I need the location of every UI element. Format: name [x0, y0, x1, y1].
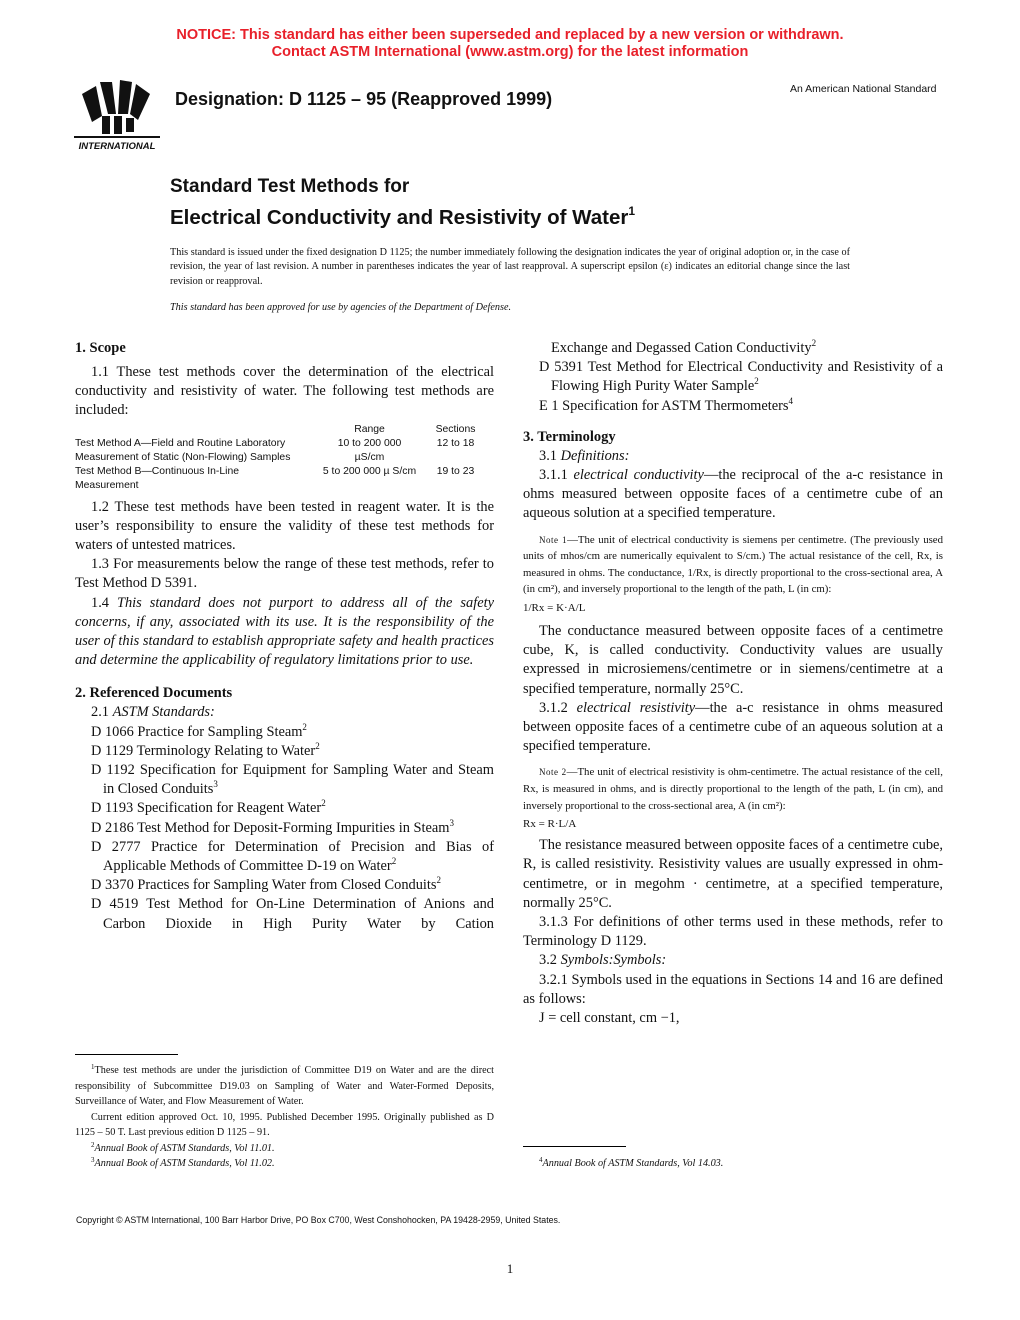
term-3-1-number: 3.1 — [539, 447, 557, 464]
title-line-2: Electrical Conductivity and Resistivity of Water — [170, 206, 629, 229]
table-cell-range: 10 to 200 000 µS/cm — [337, 437, 402, 464]
footnote-text: Annual Book of ASTM Standards, Vol 11.01. — [94, 1142, 275, 1154]
term-3-1-1 — [523, 466, 943, 524]
footnote-rule — [75, 1054, 178, 1055]
dod-approval: This standard has been approved for use by agencies of the Department of Defense. — [170, 302, 512, 313]
note-2-label: Note 2 — [539, 767, 567, 778]
table-header-cell — [75, 423, 322, 437]
table-header-row — [75, 423, 494, 437]
term-3-1-1-term: electrical conductivity — [573, 467, 704, 484]
test-methods-table — [75, 423, 494, 494]
footnote — [75, 1156, 494, 1172]
page-number: 1 — [506, 1261, 514, 1276]
equation-1: 1/Rx = K·A/L — [523, 602, 586, 614]
ref-sup: 2 — [321, 798, 326, 809]
scope-1-2: 1.2 These test methods have been tested in reagent water. It is the user’s responsibility to ensure the validity of these test methods for waters of untested matrices. — [75, 498, 494, 554]
term-3-2-1: 3.2.1 Symbols used in the equations in Sections 14 and 16 are defined as follows: — [523, 971, 943, 1007]
ref-sup: 2 — [391, 856, 397, 867]
table-row — [75, 465, 494, 493]
footnote-text: Annual Book of ASTM Standards, Vol 11.02. — [94, 1158, 275, 1169]
list-item — [75, 761, 494, 799]
ref-sup: 2 — [302, 721, 307, 732]
title-footnote-ref: 1 — [628, 204, 636, 218]
footnote — [75, 1063, 494, 1110]
table-cell-method: Test Method B—Continuous In-Line Measurement — [75, 466, 240, 492]
ref-text: D 5391 Test Method for Electrical Conductivity and Resistivity of a Flowing High Purity Water Sample — [539, 359, 943, 395]
table-header-cell: Range — [354, 423, 385, 435]
table-cell-method: Test Method A—Field and Routine Laboratory Measurement of Static (Non-Flowing) Samples — [75, 437, 291, 464]
ref-sup: 2 — [811, 338, 817, 348]
note-1-text: —The unit of electrical conductivity is siemens per centimetre. (The previously used units of mhos/cm are numerically equivalent to S/cm.) The actual resistance of the cell, Rx, is measured in ohms. The conductance, 1/Rx, is directly proportional to the cross-sectional area, A (in cm²), and inversely proportional to the length of the path, L (in cm): — [523, 533, 943, 596]
term-3-2-number: 3.2 — [539, 952, 557, 969]
term-3-1-title: Definitions: — [560, 447, 630, 464]
term-3-1-2-number: 3.1.2 — [539, 699, 568, 716]
conductivity-paragraph: The conductance measured between opposite faces of a centimetre cube, K, is called conductivity. Conductivity values are usually expressed in microsiemens/centimetre or in siemens/centimetre at a specified temperature, normally 25°C. — [523, 623, 943, 697]
scope-heading: 1. Scope — [75, 340, 126, 356]
list-item — [75, 895, 494, 933]
ref-text: D 1192 Specification for Equipment for Sampling Water and Steam in Closed Conduits — [91, 762, 494, 798]
astm-logo-icon — [72, 74, 162, 154]
list-item — [75, 742, 494, 761]
ref-text: D 1193 Specification for Reagent Water — [91, 800, 322, 817]
copyright: Copyright © ASTM International, 100 Barr Harbor Drive, PO Box C700, West Conshohocken, PA 19428-2959, United States. — [76, 1215, 561, 1225]
ref-text: E 1 Specification for ASTM Thermometers — [539, 397, 789, 414]
ref-text: D 1129 Terminology Relating to Water — [91, 742, 316, 759]
list-item — [523, 358, 943, 396]
scope-1-4 — [75, 594, 494, 671]
refdocs-heading: 2. Referenced Documents — [75, 685, 233, 702]
term-3-1-2-term: electrical resistivity — [576, 699, 696, 716]
footnote — [523, 1156, 943, 1172]
term-3-2-title: Symbols:Symbols: — [560, 952, 667, 969]
equation-2: Rx = R·L/A — [523, 818, 577, 831]
left-column — [75, 339, 494, 934]
term-3-1-2 — [523, 699, 943, 757]
table-cell-range: 5 to 200 000 µ S/cm — [322, 466, 417, 478]
footnote-sup: 4 — [539, 1156, 543, 1164]
title-line-1: Standard Test Methods for — [170, 176, 410, 197]
term-3-1-1-number: 3.1.1 — [539, 467, 568, 484]
refdocs-2-1 — [75, 703, 494, 722]
terminology-heading: 3. Terminology — [523, 428, 616, 445]
list-item — [523, 397, 943, 416]
footnotes-left — [75, 1063, 494, 1172]
ref-text: D 2186 Test Method for Deposit-Forming Impurities in Steam — [91, 819, 450, 836]
ref-sup: 2 — [754, 376, 759, 387]
footnote-text: Annual Book of ASTM Standards, Vol 14.03. — [542, 1158, 724, 1169]
scope-1-4-text: This standard does not purport to address all of the safety concerns, if any, associated with its use. It is the responsibility of the user of this standard to establish appropriate safety and health practices and determine the applicability of regulatory limitations prior to use. — [75, 594, 494, 669]
term-3-1-2-text: —the a-c resistance in ohms measured between opposite faces of a centimetre cube of an aqueous solution at a specified temperature. — [523, 699, 943, 755]
note-2-text: —The unit of electrical resistivity is ohm-centimetre. The actual resistance of the cell, Rx, is measured in ohms, and is directly proportional to the length of the path, L (in cm), and inversely proportional to the cross-sectional area, A (in cm²): — [523, 766, 943, 812]
ref-sup: 3 — [449, 817, 454, 828]
ref-text: D 4519 Test Method for On-Line Determination of Anions and Carbon Dioxide in High Purity Water by Cation — [91, 896, 494, 932]
term-3-1 — [523, 447, 943, 466]
table-cell-sections: 12 to 18 — [436, 437, 475, 449]
footnote-sup: 2 — [91, 1140, 95, 1149]
symbol-j: J = cell constant, cm −1, — [539, 1010, 680, 1027]
withdrawal-notice — [0, 27, 1020, 61]
footnote-rule — [523, 1146, 626, 1147]
footnote — [75, 1110, 494, 1141]
resistivity-paragraph: The resistance measured between opposite faces of a centimetre cube, R, is called resistivity. Resistivity values are usually expressed in ohm-centimetre, or in megohm · centimetre, at a specified temperature, normally 25°C. — [523, 837, 943, 911]
note-1 — [523, 532, 943, 598]
ref-text: D 2777 Practice for Determination of Precision and Bias of Applicable Methods of Committee D-19 on Water — [91, 838, 494, 875]
footnote — [75, 1141, 494, 1157]
ref-sup: 4 — [788, 395, 794, 406]
term-3-2 — [523, 951, 943, 970]
ref-text: D 3370 Practices for Sampling Water from Closed Conduits — [91, 877, 437, 894]
intro-paragraph: This standard is issued under the fixed designation D 1125; the number immediately following the designation indicates the year of original adoption or, in the case of revision, the year of last revision. A number in parentheses indicates the year of last reapproval. A superscript epsilon (ε) indicates an editorial change since the last revision or reapproval. — [170, 247, 850, 287]
logo-text: INTERNATIONAL — [78, 141, 156, 152]
refdocs-continuation — [523, 339, 943, 358]
footnote-sup: 1 — [91, 1063, 95, 1071]
scope-1-1: 1.1 These test methods cover the determination of the electrical conductivity and resistivity of water. The following test methods are included: — [75, 364, 494, 419]
scope-1-4-number: 1.4 — [91, 594, 109, 611]
footnote-text: These test methods are under the jurisdiction of Committee D19 on Water and are the direct responsibility of Subcommittee D19.03 on Sampling of Water and Water-Formed Deposits, Surveillance of Water, and Flow Measurement of Water. — [75, 1065, 494, 1107]
list-item — [75, 819, 494, 838]
footnote-text: Current edition approved Oct. 10, 1995. Published December 1995. Originally published as D 1125 – 50 T. Last previous edition D 1125 – 91. — [75, 1111, 494, 1138]
ref-sup: 2 — [436, 875, 442, 886]
right-column — [523, 339, 943, 1028]
note-1-label: Note 1 — [539, 534, 568, 545]
term-3-1-3: 3.1.3 For definitions of other terms used in these methods, refer to Terminology D 1129. — [523, 914, 943, 950]
page-title — [170, 175, 635, 230]
notice-line-2: Contact ASTM International (www.astm.org) for the latest information — [271, 44, 749, 60]
designation: Designation: D 1125 – 95 (Reapproved 1999) — [175, 89, 553, 109]
list-item — [75, 838, 494, 876]
ref-sup: 3 — [213, 779, 218, 790]
term-3-1-1-text: —the reciprocal of the a-c resistance in ohms measured between opposite faces of a centimetre cube of an aqueous solution at a specified temperature. — [523, 467, 943, 522]
refdocs-2-1-number: 2.1 — [91, 704, 109, 721]
scope-1-3: 1.3 For measurements below the range of these test methods, refer to Test Method D 5391. — [75, 556, 494, 592]
table-row — [75, 437, 494, 465]
ref-sup: 2 — [315, 740, 320, 751]
table-cell-sections: 19 to 23 — [436, 466, 475, 478]
footnote-sup: 3 — [91, 1156, 95, 1164]
list-item — [75, 876, 494, 895]
american-national-standard: An American National Standard — [790, 83, 937, 95]
ref-text: Exchange and Degassed Cation Conductivity — [551, 340, 812, 356]
ref-text: D 1066 Practice for Sampling Steam — [91, 723, 303, 740]
list-item — [75, 799, 494, 818]
table-header-cell: Sections — [435, 423, 476, 435]
refdocs-2-1-title: ASTM Standards: — [112, 704, 215, 721]
notice-line-1: NOTICE: This standard has either been superseded and replaced by a new version or withdrawn. — [176, 27, 844, 43]
list-item — [75, 723, 494, 742]
note-2 — [523, 764, 943, 814]
